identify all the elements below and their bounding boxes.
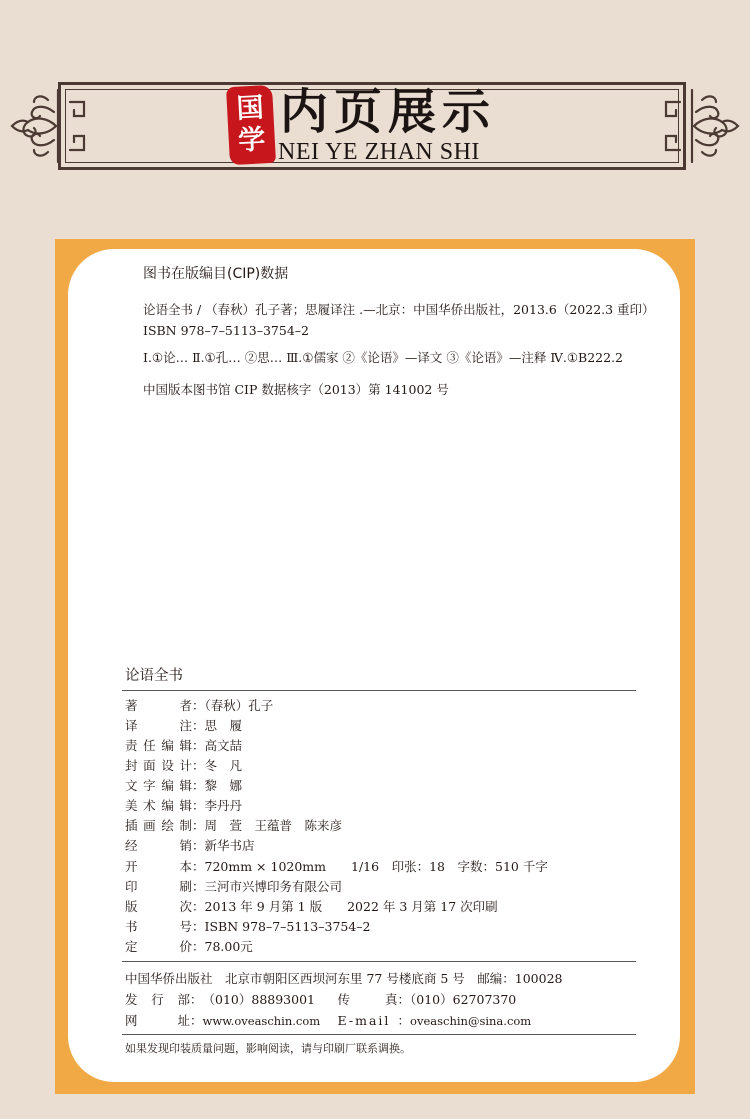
info-row: 开 本：720mm × 1020mm 1/16 印张：18 字数：510 千字 (125, 857, 548, 877)
divider (122, 690, 636, 691)
info-value: 78.00元 (204, 939, 253, 954)
fax-key: 传 真 (337, 992, 398, 1007)
info-row: 经 销：新华书店 (125, 836, 255, 856)
dept-key: 发 行 部 (125, 992, 190, 1007)
info-key: 封面设计 (125, 758, 192, 773)
info-value: 新华书店 (204, 838, 255, 853)
info-value: 周 萱 王蕴普 陈来彦 (204, 818, 343, 833)
fax-value: （010）62707370 (410, 992, 517, 1007)
info-key: 译 注 (125, 718, 192, 733)
info-value: 冬 凡 (204, 758, 243, 773)
info-key: 版 次 (125, 899, 192, 914)
banner-title: 内页展示 (280, 84, 497, 140)
mail-key: E-mail (337, 1013, 391, 1028)
divider (122, 961, 636, 962)
cip-line-3: Ⅰ.①论… Ⅱ.①孔… ②思… Ⅲ.①儒家 ②《论语》—译文 ③《论语》—注释 Ⅳ.①B222.2 (143, 350, 624, 365)
info-key: 定 价 (125, 939, 192, 954)
info-row: 书 号：ISBN 978–7–5113–3754–2 (125, 917, 371, 937)
info-row: 插画绘制：周 萱 王蕴普 陈来彦 (125, 816, 342, 836)
info-row: 封面设计：冬 凡 (125, 756, 242, 776)
cip-line-1: 论语全书 / （春秋）孔子著；思履译注 .—北京：中国华侨出版社，2013.6（2022.3 重印） (143, 302, 655, 317)
info-row: 译 注：思 履 (125, 716, 242, 736)
dept-value: （010）88893001 (202, 992, 315, 1007)
website-link: www.oveaschin.com (202, 1014, 321, 1028)
info-row: 印 刷：三河市兴博印务有限公司 (125, 877, 342, 897)
publisher-phone-row: 发 行 部：（010）88893001 传 真：（010）62707370 (125, 990, 516, 1010)
info-row: 版 次：2013 年 9 月第 1 版 2022 年 3 月第 17 次印刷 (125, 897, 498, 917)
info-key: 责任编辑 (125, 738, 192, 753)
info-value: 高文喆 (204, 738, 243, 753)
info-value: 李丹丹 (204, 798, 243, 813)
info-key: 著 者 (125, 698, 192, 713)
info-value: 思 履 (204, 718, 243, 733)
info-key: 文字编辑 (125, 778, 192, 793)
email-link: oveaschin@sina.com (410, 1014, 532, 1028)
publisher-web-row: 网 址：www.oveaschin.com E-mail ：oveaschin@sina.com (125, 1011, 531, 1031)
info-row: 责任编辑：高文喆 (125, 736, 242, 756)
seal-char-1: 国 (235, 92, 265, 125)
banner-subtitle: NEI YE ZHAN SHI (278, 139, 480, 165)
info-key: 经 销 (125, 838, 192, 853)
info-value: （春秋）孔子 (204, 698, 274, 713)
cip-heading: 图书在版编目(CIP)数据 (143, 266, 289, 282)
publisher-line: 中国华侨出版社 北京市朝阳区西坝河东里 77 号楼底商 5 号 邮编：100028 (125, 971, 563, 986)
info-row: 美术编辑：李丹丹 (125, 796, 242, 816)
info-row: 著 者：（春秋）孔子 (125, 696, 273, 716)
info-value: 2013 年 9 月第 1 版 2022 年 3 月第 17 次印刷 (204, 899, 498, 914)
web-key: 网 址 (125, 1013, 190, 1028)
info-value: 黎 娜 (204, 778, 243, 793)
info-key: 插画绘制 (125, 818, 192, 833)
quality-notice: 如果发现印装质量问题，影响阅读，请与印刷厂联系调换。 (125, 1042, 411, 1055)
info-key: 印 刷 (125, 879, 192, 894)
info-key: 美术编辑 (125, 798, 192, 813)
info-value: ISBN 978–7–5113–3754–2 (204, 919, 371, 934)
seal-char-2: 学 (237, 124, 267, 157)
info-value: 三河市兴博印务有限公司 (204, 879, 343, 894)
info-value: 720mm × 1020mm 1/16 印张：18 字数：510 千字 (204, 859, 548, 874)
info-row: 定 价：78.00元 (125, 937, 253, 957)
info-row: 文字编辑：黎 娜 (125, 776, 242, 796)
cip-line-4: 中国版本图书馆 CIP 数据核字（2013）第 141002 号 (143, 382, 449, 397)
info-key: 开 本 (125, 859, 192, 874)
cip-line-2: ISBN 978–7–5113–3754–2 (143, 323, 309, 338)
book-title: 论语全书 (125, 668, 183, 684)
info-key: 书 号 (125, 919, 192, 934)
divider (122, 1034, 636, 1035)
